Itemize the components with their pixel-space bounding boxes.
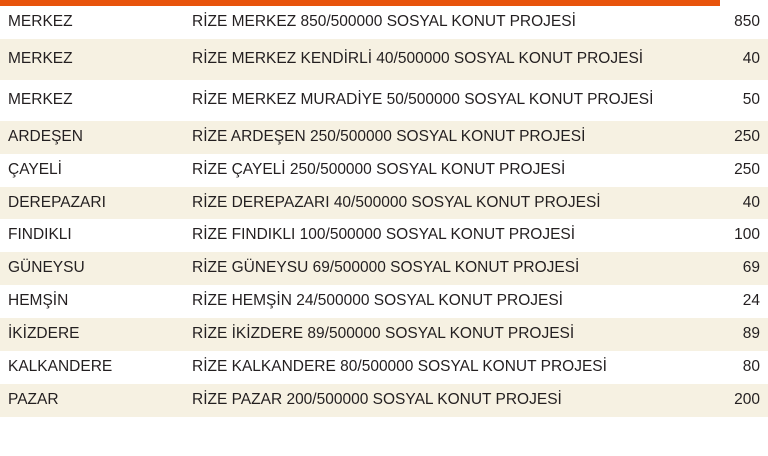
cell-project-name: RİZE KALKANDERE 80/500000 SOSYAL KONUT PROJESİ [184, 351, 690, 384]
cell-project-name: RİZE DEREPAZARI 40/500000 SOSYAL KONUT PROJESİ [184, 187, 690, 220]
table-row [0, 121, 768, 154]
cell-project-name: RİZE İKİZDERE 89/500000 SOSYAL KONUT PROJESİ [184, 318, 690, 351]
cell-district: HEMŞİN [0, 285, 184, 318]
cell-district: ÇAYELİ [0, 154, 184, 187]
table-row [0, 187, 768, 220]
cell-district: İKİZDERE [0, 318, 184, 351]
cell-unit-count: 200 [690, 384, 768, 417]
cell-district: KALKANDERE [0, 351, 184, 384]
cell-unit-count: 40 [690, 39, 768, 80]
cell-unit-count: 850 [690, 6, 768, 39]
cell-unit-count: 24 [690, 285, 768, 318]
cell-district: FINDIKLI [0, 219, 184, 252]
cell-unit-count: 89 [690, 318, 768, 351]
table-row [0, 6, 768, 39]
cell-unit-count: 69 [690, 252, 768, 285]
cell-project-name: RİZE MERKEZ MURADİYE 50/500000 SOSYAL KONUT PROJESİ [184, 80, 690, 121]
cell-district: MERKEZ [0, 39, 184, 80]
table-row [0, 80, 768, 121]
table-body [0, 6, 768, 417]
cell-project-name: RİZE PAZAR 200/500000 SOSYAL KONUT PROJESİ [184, 384, 690, 417]
table-row [0, 252, 768, 285]
table-row [0, 318, 768, 351]
table-row [0, 351, 768, 384]
cell-unit-count: 50 [690, 80, 768, 121]
cell-project-name: RİZE ÇAYELİ 250/500000 SOSYAL KONUT PROJESİ [184, 154, 690, 187]
cell-district: MERKEZ [0, 6, 184, 39]
cell-district: PAZAR [0, 384, 184, 417]
cell-district: DEREPAZARI [0, 187, 184, 220]
cell-district: MERKEZ [0, 80, 184, 121]
cell-project-name: RİZE HEMŞİN 24/500000 SOSYAL KONUT PROJESİ [184, 285, 690, 318]
cell-district: ARDEŞEN [0, 121, 184, 154]
cell-unit-count: 100 [690, 219, 768, 252]
cell-project-name: RİZE MERKEZ 850/500000 SOSYAL KONUT PROJESİ [184, 6, 690, 39]
cell-project-name: RİZE MERKEZ KENDİRLİ 40/500000 SOSYAL KONUT PROJESİ [184, 39, 690, 80]
cell-unit-count: 80 [690, 351, 768, 384]
cell-unit-count: 250 [690, 121, 768, 154]
housing-projects-table [0, 6, 768, 417]
table-row [0, 154, 768, 187]
cell-unit-count: 250 [690, 154, 768, 187]
table-row [0, 285, 768, 318]
table-row [0, 384, 768, 417]
table-row [0, 39, 768, 80]
cell-unit-count: 40 [690, 187, 768, 220]
cell-project-name: RİZE ARDEŞEN 250/500000 SOSYAL KONUT PROJESİ [184, 121, 690, 154]
cell-district: GÜNEYSU [0, 252, 184, 285]
table-row [0, 219, 768, 252]
cell-project-name: RİZE GÜNEYSU 69/500000 SOSYAL KONUT PROJESİ [184, 252, 690, 285]
bottom-spacer [0, 417, 720, 425]
cell-project-name: RİZE FINDIKLI 100/500000 SOSYAL KONUT PROJESİ [184, 219, 690, 252]
